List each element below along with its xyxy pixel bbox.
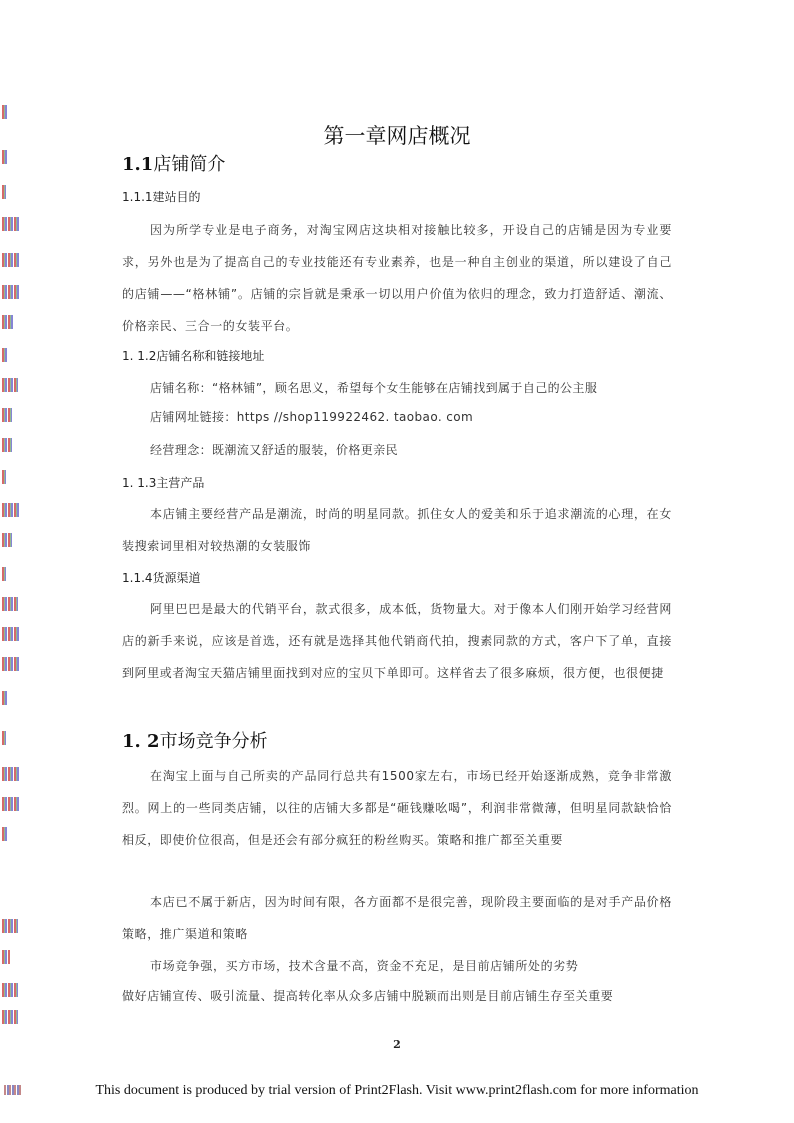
subsection-heading: 1. 1.3主营产品 bbox=[122, 476, 205, 490]
business-philosophy-line: 经营理念：既潮流又舒适的服装，价格更亲民 bbox=[150, 443, 399, 457]
paragraph: 在淘宝上面与自己所卖的产品同行总共有1500家左右，市场已经开始逐渐成熟，竞争非常激烈。网上的一些同类店铺，以往的店铺大多都是“砸钱赚吆喝”，利润非常微薄，但明星同款缺恰恰相反，即使价位很高，但是还会有部分疯狂的粉丝购买。策略和推广都至关重要 bbox=[122, 769, 672, 847]
subsection-heading: 1.1.1建站目的 bbox=[122, 190, 201, 204]
section-heading bbox=[122, 150, 225, 176]
margin-mark bbox=[2, 253, 20, 267]
margin-mark bbox=[2, 315, 14, 329]
margin-mark bbox=[2, 438, 12, 452]
margin-mark bbox=[2, 470, 6, 484]
section-number: 1.1 bbox=[122, 154, 154, 175]
margin-mark bbox=[2, 105, 8, 119]
margin-mark bbox=[2, 567, 6, 581]
margin-mark bbox=[2, 627, 20, 641]
margin-mark bbox=[2, 348, 8, 362]
subsection-heading: 1. 1.2店铺名称和链接地址 bbox=[122, 349, 265, 363]
chapter-title: 第一章网店概况 bbox=[323, 124, 471, 149]
margin-mark bbox=[2, 691, 8, 705]
margin-mark bbox=[2, 657, 20, 671]
paragraph: 阿里巴巴是最大的代销平台，款式很多，成本低，货物量大。对于像本人们刚开始学习经营网店的新手来说，应该是首选，还有就是选择其他代销商代拍，搜素同款的方式，客户下了单，直接到阿里或者淘宝天猫店铺里面找到对应的宝贝下单即可。这样省去了很多麻烦，很方便，也很便捷 bbox=[122, 602, 672, 680]
paragraph: 本店铺主要经营产品是潮流，时尚的明星同款。抓住女人的爱美和乐于追求潮流的心理，在女装搜索词里相对较热潮的女装服饰 bbox=[122, 507, 672, 553]
margin-mark bbox=[2, 597, 18, 611]
margin-mark bbox=[2, 503, 20, 517]
section-heading bbox=[122, 727, 268, 753]
margin-mark bbox=[2, 408, 12, 422]
margin-mark bbox=[2, 185, 6, 199]
paragraph: 做好店铺宣传、吸引流量、提高转化率从众多店铺中脱颖而出则是目前店铺生存至关重要 bbox=[122, 989, 614, 1003]
section-number: 1. 2 bbox=[122, 731, 160, 752]
margin-mark bbox=[2, 150, 7, 164]
margin-mark bbox=[2, 919, 18, 933]
margin-mark bbox=[2, 533, 12, 547]
page-number: 2 bbox=[393, 1038, 401, 1051]
section-title: 店铺简介 bbox=[153, 154, 226, 175]
margin-mark bbox=[2, 767, 20, 781]
margin-mark bbox=[2, 285, 20, 299]
margin-mark bbox=[2, 731, 6, 745]
margin-mark bbox=[2, 827, 8, 841]
paragraph: 因为所学专业是电子商务，对淘宝网店这块相对接触比较多，开设自己的店铺是因为专业要求，另外也是为了提高自己的专业技能还有专业素养，也是一种自主创业的渠道，所以建设了自己的店铺——“格林铺”。店铺的宗旨就是秉承一切以用户价值为依归的理念，致力打造舒适、潮流、价格亲民、三合一的女装平台。 bbox=[122, 223, 672, 333]
margin-mark bbox=[2, 217, 20, 231]
margin-mark bbox=[2, 983, 18, 997]
trial-watermark-notice: This document is produced by trial version of Print2Flash. Visit www.print2flash.com for more information bbox=[95, 1083, 699, 1098]
margin-mark bbox=[2, 1010, 18, 1024]
paragraph: 本店已不属于新店，因为时间有限，各方面都不是很完善，现阶段主要面临的是对手产品价格策略，推广渠道和策略 bbox=[122, 895, 672, 941]
shop-url-line: 店铺网址链接：https //shop119922462. taobao. com bbox=[150, 410, 474, 424]
subsection-heading: 1.1.4货源渠道 bbox=[122, 571, 201, 585]
margin-mark bbox=[2, 378, 18, 392]
shop-name-line: 店铺名称：“格林铺”，顾名思义，希望每个女生能够在店铺找到属于自己的公主服 bbox=[150, 381, 598, 395]
margin-mark bbox=[2, 950, 10, 964]
paragraph: 市场竞争强，买方市场，技术含量不高，资金不充足，是目前店铺所处的劣势 bbox=[150, 959, 579, 973]
margin-mark bbox=[2, 797, 20, 811]
section-title: 市场竞争分析 bbox=[159, 731, 268, 752]
